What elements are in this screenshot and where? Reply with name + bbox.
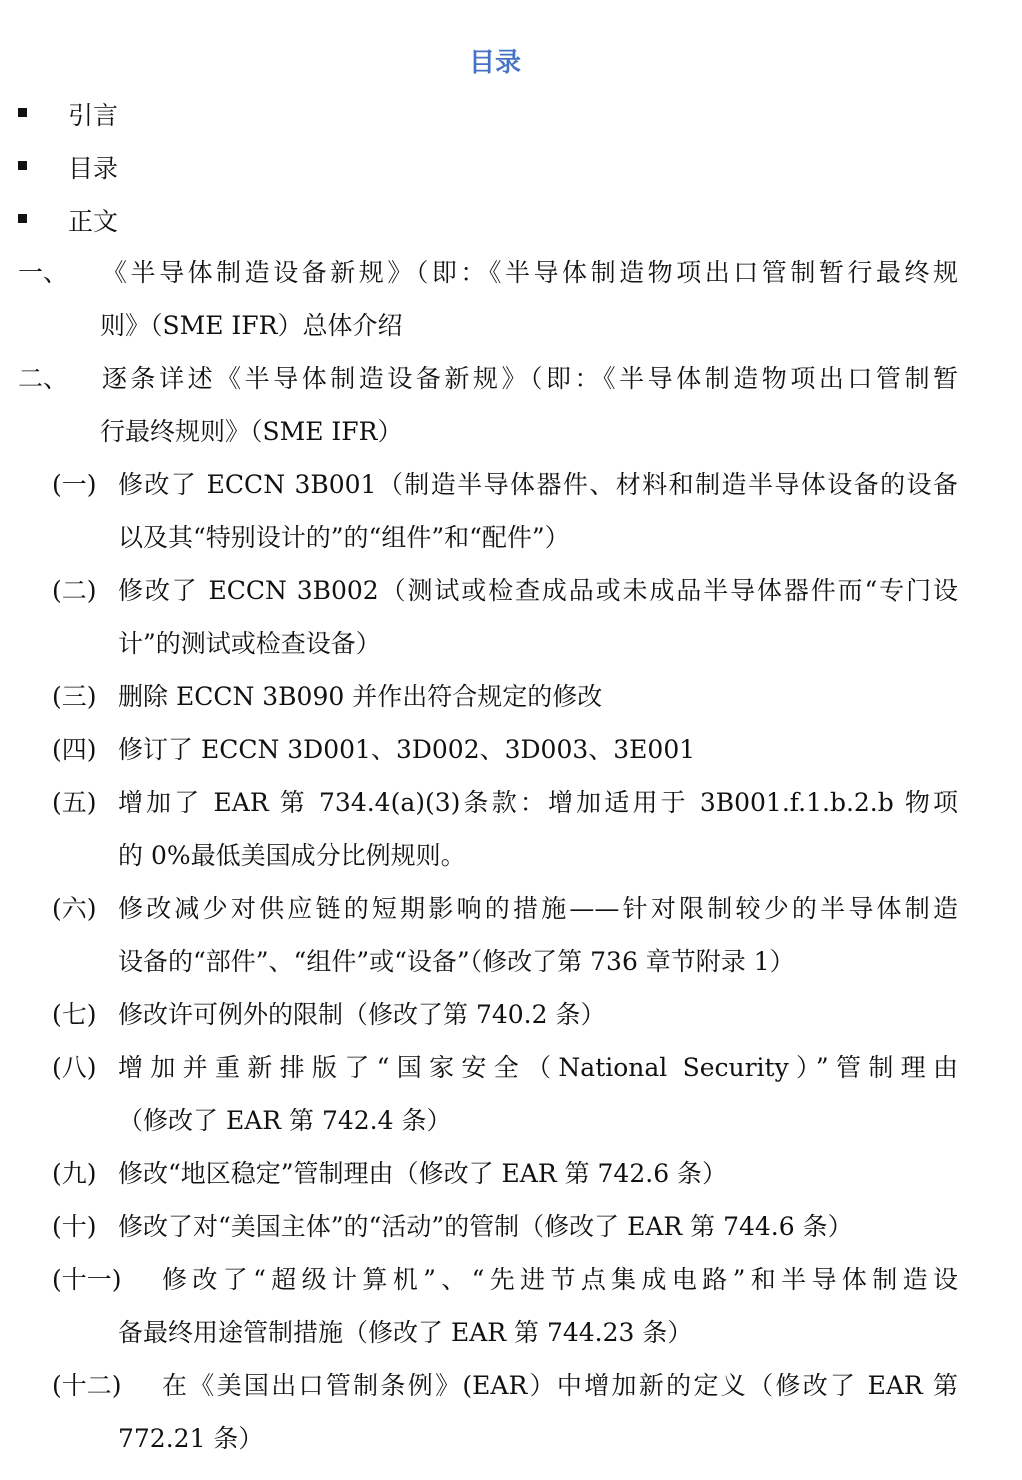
bullet-label: 目录 [68,154,119,183]
subsection-title-line: 修改“地区稳定”管制理由（修改了 EAR 第 742.6 条） [118,1159,728,1188]
subsection-number: (二) [52,576,97,605]
subsection-title-line: 增加了 EAR 第 734.4(a)(3)条款：增加适用于 3B001.f.1.b.2.b 物项 [118,788,958,817]
square-bullet-icon [18,161,27,170]
subsection-title-line: 修改了“超级计算机”、“先进节点集成电路”和半导体制造设 [162,1265,958,1294]
subsection-number: (九) [52,1159,97,1188]
subsection-title-line: 修改了 ECCN 3B001（制造半导体器件、材料和制造半导体设备的设备 [118,470,958,499]
subsection-number: (一) [52,470,97,499]
section-number: 二、 [18,364,69,393]
subsection-entry-9 [52,1147,958,1200]
subsection-number: (六) [52,894,97,923]
page-title: 目录 [468,48,521,78]
subsection-entry-1 [52,458,958,564]
subsection-entry-4 [52,723,958,776]
subsection-title-line: 设备的“部件”、“组件”或“设备”（修改了第 736 章节附录 1） [118,947,795,976]
subsection-title-line: 修改了对“美国主体”的“活动”的管制（修改了 EAR 第 744.6 条） [118,1212,853,1241]
subsection-number: (五) [52,788,97,817]
subsection-title-line: 增加并重新排版了“国家安全（National Security）”管制理由 [118,1053,958,1082]
subsection-title-line: （修改了 EAR 第 742.4 条） [118,1106,452,1135]
subsection-entry-3 [52,670,958,723]
section-entry-1 [18,246,958,352]
section-number: 一、 [18,258,69,287]
subsection-title-line: 的 0%最低美国成分比例规则。 [118,841,466,870]
subsection-title-line: 删除 ECCN 3B090 并作出符合规定的修改 [118,682,603,711]
square-bullet-icon [18,108,27,117]
subsection-entry-11 [52,1253,958,1359]
section-title-line: 《半导体制造设备新规》（即：《半导体制造物项出口管制暂行最终规 [102,258,958,287]
subsection-entry-2 [52,564,958,670]
subsection-entry-10 [52,1200,958,1253]
subsection-title-line: 772.21 条） [118,1424,264,1453]
section-title-line: 行最终规则》（SME IFR） [100,417,403,446]
subsection-entry-6 [52,882,958,988]
bullet-label: 正文 [68,207,119,236]
subsection-title-line: 修订了 ECCN 3D001、3D002、3D003、3E001 [118,735,696,764]
section-entry-2 [18,352,958,458]
subsection-entry-7 [52,988,958,1041]
subsection-title-line: 在《美国出口管制条例》(EAR）中增加新的定义（修改了 EAR 第 [162,1371,958,1400]
section-title-line: 逐条详述《半导体制造设备新规》（即：《半导体制造物项出口管制暂 [102,364,958,393]
section-title-line: 则》（SME IFR）总体介绍 [100,311,403,340]
subsection-number: (十) [52,1212,97,1241]
subsection-number: (十二) [52,1371,122,1400]
subsection-title-line: 备最终用途管制措施（修改了 EAR 第 744.23 条） [118,1318,693,1347]
square-bullet-icon [18,214,27,223]
bullet-label: 引言 [68,101,119,130]
subsection-title-line: 修改减少对供应链的短期影响的措施——针对限制较少的半导体制造 [118,894,958,923]
subsection-title-line: 修改了 ECCN 3B002（测试或检查成品或未成品半导体器件而“专门设 [118,576,958,605]
subsection-title-line: 修改许可例外的限制（修改了第 740.2 条） [118,1000,606,1029]
subsection-entry-12 [52,1359,958,1465]
subsection-title-line: 以及其“特别设计的”的“组件”和“配件”） [118,523,570,552]
subsection-number: (三) [52,682,97,711]
subsection-number: (八) [52,1053,97,1082]
subsection-entry-5 [52,776,958,882]
subsection-entry-8 [52,1041,958,1147]
subsection-number: (七) [52,1000,97,1029]
subsection-title-line: 计”的测试或检查设备） [118,629,381,658]
subsection-number: (四) [52,735,97,764]
subsection-number: (十一) [52,1265,122,1294]
